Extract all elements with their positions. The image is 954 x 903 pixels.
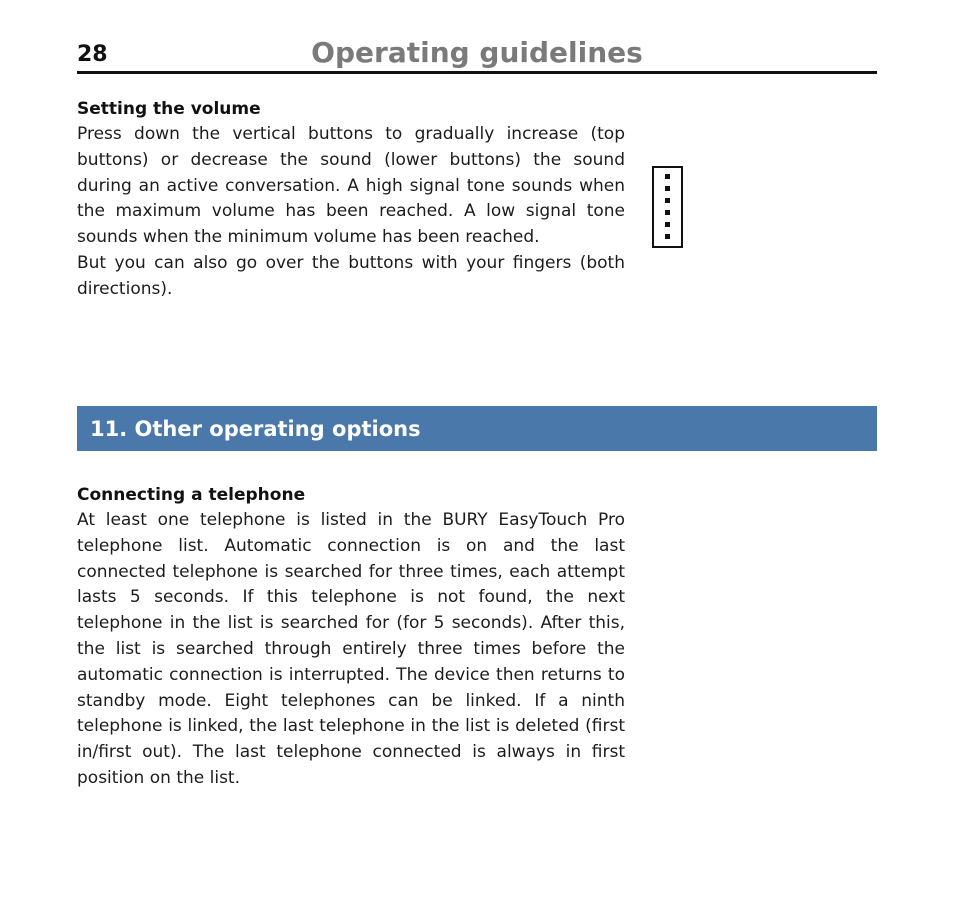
volume-heading: Setting the volume (77, 99, 261, 119)
volume-paragraph-2: But you can also go over the buttons with your fingers (both directions). (77, 252, 625, 299)
telephone-section (77, 482, 625, 792)
section-banner (77, 406, 877, 451)
telephone-heading: Connecting a telephone (77, 485, 306, 505)
slider-dot (665, 234, 670, 239)
telephone-paragraph: At least one telephone is listed in the BURY EasyTouch Pro telephone list. Automatic connection is on and the last connected telephone is searched for three times, each attempt lasts 5 seconds. If this telephone is not found, the next telephone in the list is searched for (for 5 seconds). After this, the list is searched through entirely three times before the automatic connection is interrupted. The device then returns to standby mode. Eight telephones can be linked. If a ninth telephone is linked, the last telephone in the list is deleted (first in/first out). The last telephone connected is always in first position on the list. (77, 510, 625, 788)
slider-dot (665, 198, 670, 203)
vertical-volume-slider-icon (652, 166, 683, 248)
page-title: Operating guidelines (311, 36, 643, 69)
slider-dot (665, 210, 670, 215)
section-title: 11. Other operating options (90, 417, 421, 441)
volume-section (77, 96, 625, 303)
slider-dot (665, 222, 670, 227)
header-divider (77, 71, 877, 74)
slider-dot (665, 186, 670, 191)
slider-dot (665, 174, 670, 179)
volume-paragraph-1: Press down the vertical buttons to gradually increase (top buttons) or decrease the sound (lower buttons) the sound during an active conversation. A high signal tone sounds when the maximum volume has been reached. A low signal tone sounds when the minimum volume has been reached. (77, 124, 625, 248)
page-number: 28 (77, 42, 108, 67)
